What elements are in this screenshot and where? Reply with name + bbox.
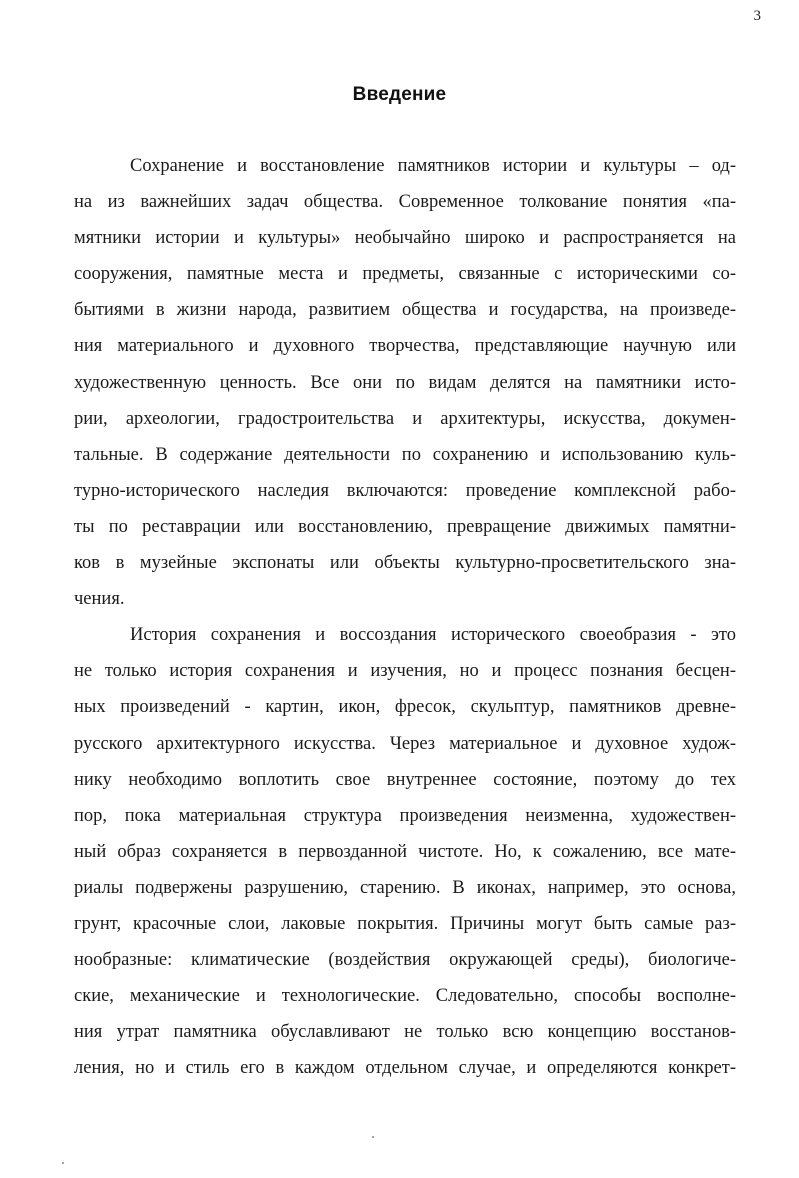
text-line: бытиями в жизни народа, развитием общества и государства, на произведе-	[74, 300, 736, 321]
text-line: не только история сохранения и изучения, но и процесс познания бесцен-	[74, 661, 736, 682]
text-line: художественную ценность. Все они по видам делятся на памятники исто-	[74, 372, 736, 393]
text-line: тальные. В содержание деятельности по сохранению и использованию куль-	[74, 444, 736, 465]
text-line: ления, но и стиль его в каждом отдельном случае, и определяются конкрет-	[74, 1058, 736, 1079]
text-line: ков в музейные экспонаты или объекты культурно-просветительского зна-	[74, 553, 736, 574]
text-line: нику необходимо воплотить свое внутреннее состояние, поэтому до тех	[74, 769, 736, 790]
scan-speck	[372, 1136, 374, 1138]
text-line: чения.	[74, 589, 125, 610]
text-line: рии, археологии, градостроительства и архитектуры, искусства, докумен-	[74, 408, 736, 429]
text-line: Сохранение и восстановление памятников истории и культуры – од-	[130, 156, 736, 176]
text-line: грунт, красочные слои, лаковые покрытия. Причины могут быть самые раз-	[74, 913, 736, 934]
paragraph-2	[74, 617, 736, 1086]
text-line: сооружения, памятные места и предметы, связанные с историческими со-	[74, 264, 736, 285]
text-line: русского архитектурного искусства. Через материальное и духовное худож-	[74, 733, 736, 754]
text-line: мятники истории и культуры» необычайно широко и распространяется на	[74, 228, 736, 249]
text-line: ных произведений - картин, икон, фресок, скульптур, памятников древне-	[74, 697, 736, 718]
text-line: ния утрат памятника обуславливают не только всю концепцию восстанов-	[74, 1022, 736, 1043]
text-line: ния материального и духовного творчества, представляющие научную или	[74, 336, 736, 357]
text-line: ный образ сохраняется в первозданной чистоте. Но, к сожалению, все мате-	[74, 841, 736, 862]
body-text	[74, 148, 736, 1086]
text-line: пор, пока материальная структура произведения неизменна, художествен-	[74, 805, 736, 826]
scan-speck	[62, 1162, 64, 1164]
page-title: Введение	[352, 84, 447, 105]
text-line: на из важнейших задач общества. Современное толкование понятия «па-	[74, 192, 736, 213]
text-line: турно-исторического наследия включаются: проведение комплексной рабо-	[74, 480, 736, 501]
text-line: История сохранения и воссоздания исторического своеобразия - это	[130, 625, 736, 646]
page-number: 3	[753, 8, 761, 24]
text-line: ские, механические и технологические. Следовательно, способы восполне-	[74, 986, 736, 1007]
text-line: риалы подвержены разрушению, старению. В иконах, например, это основа,	[74, 877, 736, 898]
paragraph-1	[74, 148, 736, 617]
text-line: нообразные: климатические (воздействия окружающей среды), биологиче-	[74, 950, 736, 971]
text-line: ты по реставрации или восстановлению, превращение движимых памятни-	[74, 516, 736, 537]
